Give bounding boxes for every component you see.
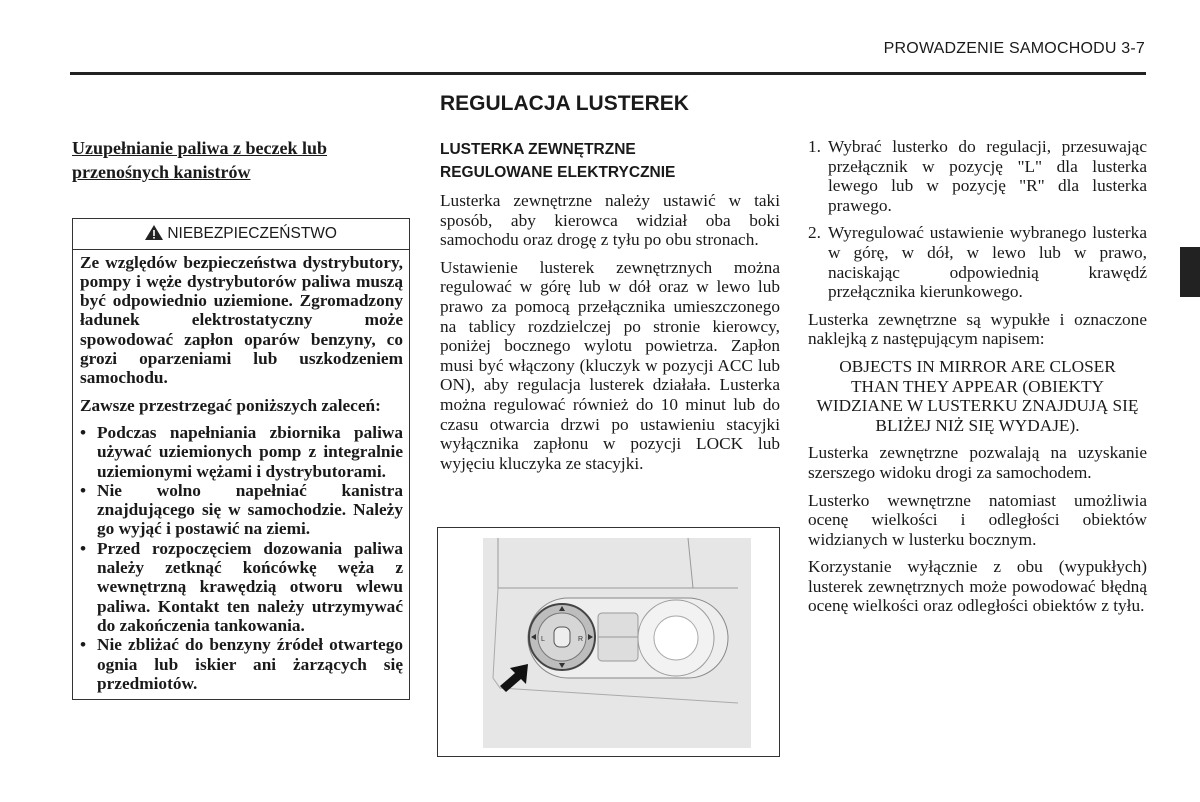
warning-lead: Zawsze przestrzegać poniższych zaleceń:: [80, 395, 381, 415]
section-heading: [440, 138, 780, 184]
switch-label-left: L: [541, 636, 545, 643]
middle-column: [440, 138, 780, 481]
warning-body: [73, 250, 409, 700]
switch-label-right: R: [578, 636, 584, 643]
page-title: REGULACJA LUSTEREK: [440, 92, 689, 115]
mirror-label-quote: OBJECTS IN MIRROR ARE CLOSER THAN THEY APPEAR (OBIEKTY WIDZIANE W LUSTERKU ZNAJDUJĄ SIĘ BLIŻEJ NIŻ SIĘ WYDAJE).: [816, 356, 1139, 435]
heading-line-1: LUSTERKA ZEWNĘTRZNE: [440, 141, 636, 158]
heading-line-2: REGULOWANE ELEKTRYCZNIE: [440, 164, 676, 181]
step-number: 1.: [808, 137, 821, 156]
list-item: • Przed rozpoczęciem dozowania paliwa należy zetknąć końcówkę węża z wewnętrzną krawędzią otworu wlewu paliwa. Kontakt ten należy utrzymywać do zakończenia tankowania.: [80, 539, 403, 635]
left-column: [72, 136, 410, 700]
mirror-switch-illustration: [437, 527, 780, 757]
warning-triangle-icon: [145, 225, 167, 242]
paragraph: Lusterko wewnętrzne natomiast umożliwia ocenę wielkości i odległości obiektów widzianych w lusterku bocznym.: [808, 490, 1147, 549]
header-rule: [70, 72, 1146, 75]
step-item: [808, 223, 1147, 301]
warning-heading-text: NIEBEZPIECZEŃSTWO: [167, 225, 337, 242]
paragraph: Lusterka zewnętrzne pozwalają na uzyskanie szerszego widoku drogi za samochodem.: [808, 443, 1147, 482]
warning-heading: [73, 219, 409, 250]
step-number: 2.: [808, 223, 821, 243]
step-text: Wybrać lusterko do regulacji, przesuwając przełącznik w pozycję "L" dla lusterka lewego lub w pozycję "R" dla lusterka prawego.: [828, 137, 1147, 215]
list-item: • Nie wolno napełniać kanistra znajdującego się w samochodzie. Należy go wyjąć i postawić na ziemi.: [80, 481, 403, 539]
running-header: PROWADZENIE SAMOCHODU 3-7: [883, 40, 1145, 57]
chapter-thumb-tab: [1180, 247, 1200, 297]
right-column: [808, 137, 1147, 624]
mirror-switch-drawing: [438, 528, 778, 755]
list-item: • Nie zbliżać do benzyny źródeł otwartego ognia lub iskier ani żarzących się przedmiotów.: [80, 635, 403, 693]
subtitle-line-1: Uzupełnianie paliwa z beczek lub: [72, 138, 328, 158]
warning-list: [80, 423, 403, 693]
section-subtitle: [72, 136, 410, 184]
paragraph: Ustawienie lusterek zewnętrznych można regulować w górę lub w dół oraz w lewo lub prawo za pomocą przełącznika umieszczonego na tablicy rozdzielczej po stronie kierowcy, poniżej bocznego wylotu powietrza. Zapłon musi być włączony (kluczyk w pozycji ACC lub ON), aby regulacja lusterek działała. Lusterka można regulować również do 10 minut lub do czasu otwarcia drzwi po ustawieniu stacyjki wyłącznika zapłonu w pozycji LOCK lub wyjęciu kluczyka ze stacyjki.: [440, 257, 780, 473]
warning-box: [72, 218, 410, 700]
step-item: [808, 137, 1147, 215]
paragraph: Korzystanie wyłącznie z obu (wypukłych) lusterek zewnętrznych może powodować błędną ocenę wielkości oraz odległości obiektów z tyłu.: [808, 557, 1147, 616]
list-item: • Podczas napełniania zbiornika paliwa używać uziemionych pomp z integralnie uziemionymi wężami i dystrybutorami.: [80, 423, 403, 481]
steps-list: [808, 137, 1147, 302]
step-text: Wyregulować ustawienie wybranego lusterka w górę, w dół, w lewo lub w prawo, naciskając odpowiednią krawędź przełącznika kierunkowego.: [828, 223, 1147, 302]
paragraph: Lusterka zewnętrzne należy ustawić w taki sposób, aby kierowca widział oba boki samochodu oraz drogę z tyłu po obu stronach.: [440, 191, 780, 250]
subtitle-line-2: przenośnych kanistrów: [72, 162, 251, 182]
warning-intro: Ze względów bezpieczeństwa dystrybutory, pompy i węże dystrybutorów paliwa muszą być odpowiednio uziemione. Zgromadzony ładunek elektrostatyczny może spowodować zapłon oparów benzyny, co grozi oparzeniami lub uszkodzeniem samochodu.: [80, 252, 403, 388]
paragraph: Lusterka zewnętrzne są wypukłe i oznaczone naklejką z następującym napisem:: [808, 309, 1147, 349]
